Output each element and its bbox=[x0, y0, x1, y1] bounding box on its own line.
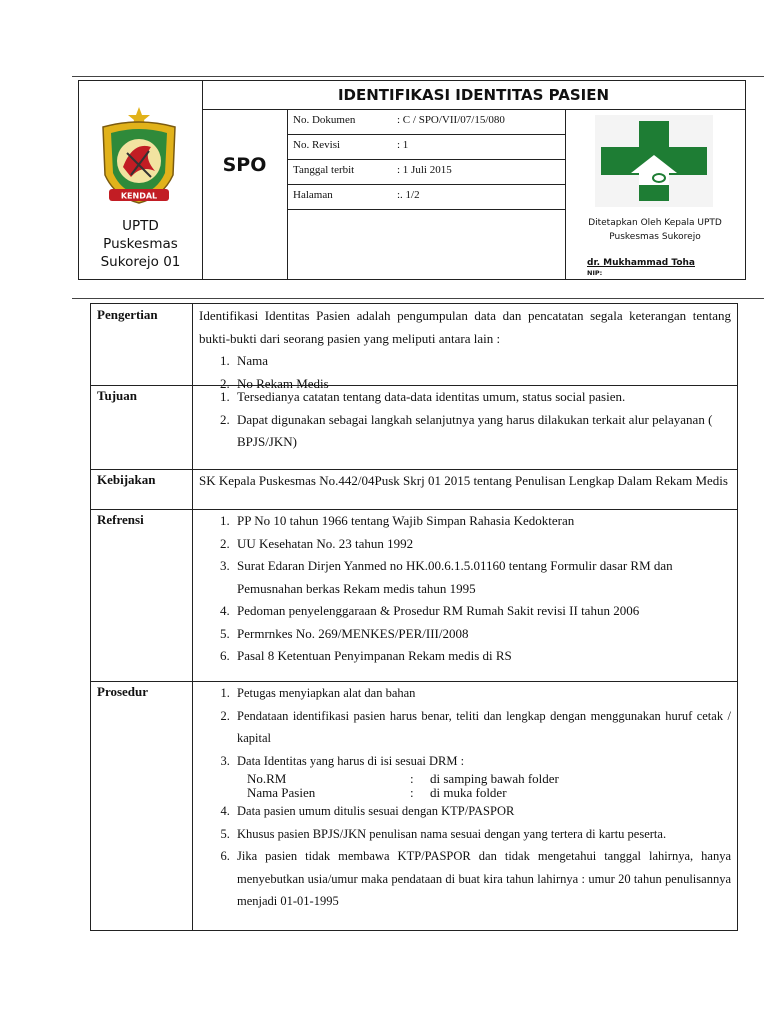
list-item: 6. Jika pasien tidak membawa KTP/PASPOR dan tidak mengetahui tanggal lahirnya, hanya menyebutkan usia/umur maka pendataan di buat kira tahun lahirnya : umur 20 tahun penulisannya menjadi 01-01-1995 bbox=[233, 845, 731, 913]
row-refrensi bbox=[91, 509, 737, 682]
list-item: 2. Dapat digunakan sebagai langkah selanjutnya yang harus dilakukan terkait alur pelayanan ( BPJS/JKN) bbox=[233, 409, 731, 454]
row-tujuan bbox=[91, 385, 737, 470]
signature-cell bbox=[565, 109, 745, 279]
svg-text:KENDAL: KENDAL bbox=[120, 191, 158, 201]
row-pengertian bbox=[91, 304, 737, 391]
meta-row-dokumen: No. Dokumen : C / SPO/VII/07/15/080 bbox=[287, 109, 565, 135]
row-prosedur bbox=[91, 681, 737, 930]
drm-fields bbox=[247, 772, 731, 800]
body-kebijakan: SK Kepala Puskesmas No.442/04Pusk Skrj 01 2015 tentang Penulisan Lengkap Dalam Rekam Medis bbox=[199, 473, 728, 488]
body-refrensi bbox=[199, 510, 731, 668]
content-table bbox=[90, 303, 738, 931]
list-item: 1. Nama bbox=[233, 350, 731, 373]
list-item: 1. Tersedianya catatan tentang data-data identitas umum, status social pasien. bbox=[233, 386, 731, 409]
list-item: 2. No Rekam Medis bbox=[233, 373, 731, 396]
top-rule bbox=[72, 76, 764, 77]
body-tujuan bbox=[199, 386, 731, 454]
body-prosedur bbox=[199, 682, 731, 913]
label-refrensi: Refrensi bbox=[97, 512, 144, 527]
list-item: 1. PP No 10 tahun 1966 tentang Wajib Simpan Rahasia Kedokteran bbox=[233, 510, 731, 533]
list-item: 6. Pasal 8 Ketentuan Penyimpanan Rekam medis di RS bbox=[233, 645, 731, 668]
document-meta bbox=[287, 109, 566, 279]
kendal-emblem-icon bbox=[93, 105, 185, 209]
label-prosedur: Prosedur bbox=[97, 684, 149, 699]
spo-cell bbox=[202, 109, 288, 279]
list-item: 4. Data pasien umum ditulis sesuai dengan KTP/PASPOR bbox=[233, 800, 731, 823]
label-tujuan: Tujuan bbox=[97, 388, 137, 403]
label-kebijakan: Kebijakan bbox=[97, 472, 156, 487]
list-item: 1. Petugas menyiapkan alat dan bahan bbox=[233, 682, 731, 705]
spo-label: SPO bbox=[222, 154, 267, 176]
logo-cell bbox=[79, 81, 203, 279]
document-title: IDENTIFIKASI IDENTITAS PASIEN bbox=[202, 81, 745, 110]
drm-row: Nama Pasien : di muka folder bbox=[247, 785, 507, 800]
meta-row-revisi: No. Revisi : 1 bbox=[287, 134, 565, 160]
list-item: 5. Permrnkes No. 269/MENKES/PER/III/2008 bbox=[233, 623, 731, 646]
mid-rule bbox=[72, 298, 764, 299]
meta-row-halaman: Halaman :. 1/2 bbox=[287, 184, 565, 210]
row-kebijakan bbox=[91, 469, 737, 510]
organization-name: UPTD Puskesmas Sukorejo 01 bbox=[100, 218, 181, 270]
list-item: 2. Pendataan identifikasi pasien harus benar, teliti dan lengkap dengan menggunakan huruf cetak / kapital bbox=[233, 705, 731, 750]
list-item: 3. Data Identitas yang harus di isi sesuai DRM : bbox=[233, 750, 731, 773]
signature-text: Ditetapkan Oleh Kepala UPTD Puskesmas Sukorejo bbox=[588, 218, 722, 242]
body-pengertian: Identifikasi Identitas Pasien adalah pengumpulan data dan pencatatan segala keterangan tentang bukti-bukti dari seorang pasien yang meliputi antara lain : 1. Nama 2. No Rekam Medis bbox=[199, 305, 731, 395]
meta-row-tanggal: Tanggal terbit : 1 Juli 2015 bbox=[287, 159, 565, 185]
list-item: 5. Khusus pasien BPJS/JKN penulisan nama sesuai dengan yang tertera di kartu peserta. bbox=[233, 823, 731, 846]
list-item: 2. UU Kesehatan No. 23 tahun 1992 bbox=[233, 533, 731, 556]
drm-row: No.RM : di samping bawah folder bbox=[247, 771, 559, 786]
list-item: 3. Surat Edaran Dirjen Yanmed no HK.00.6.1.5.01160 tentang Formulir dasar RM dan Pemusnahan berkas Rekam medis tahun 1995 bbox=[233, 555, 731, 600]
list-item: 4. Pedoman penyelenggaraan & Prosedur RM Rumah Sakit revisi II tahun 2006 bbox=[233, 600, 731, 623]
label-pengertian: Pengertian bbox=[97, 307, 158, 322]
signatory-nip: NIP: bbox=[587, 269, 603, 277]
signatory-name: dr. Mukhammad Toha bbox=[587, 258, 695, 268]
puskesmas-cross-icon bbox=[595, 115, 713, 207]
document-header bbox=[78, 80, 746, 280]
